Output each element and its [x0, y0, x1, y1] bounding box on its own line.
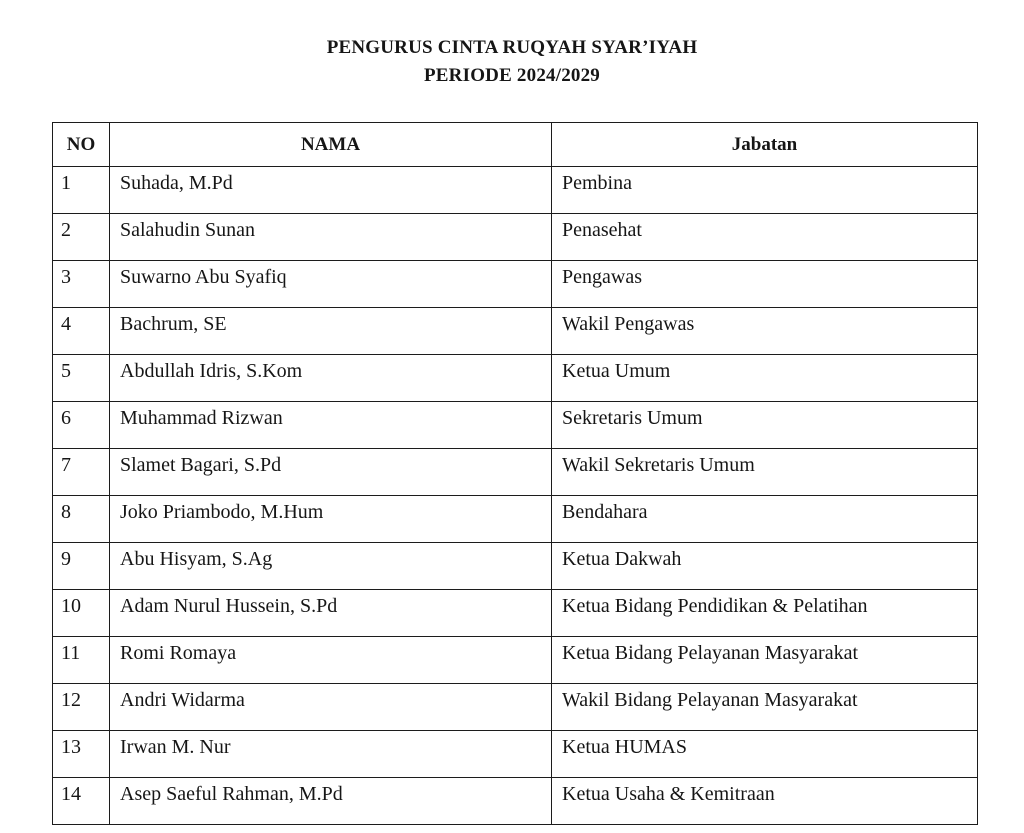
- cell-no: 8: [53, 496, 110, 543]
- cell-nama: Adam Nurul Hussein, S.Pd: [110, 590, 552, 637]
- cell-nama: Joko Priambodo, M.Hum: [110, 496, 552, 543]
- cell-no: 6: [53, 402, 110, 449]
- title-organization: PENGURUS CINTA RUQYAH SYAR’IYAH: [326, 37, 698, 58]
- cell-jabatan: Pembina: [552, 167, 978, 214]
- cell-no: 5: [53, 355, 110, 402]
- cell-nama: Salahudin Sunan: [110, 214, 552, 261]
- cell-no: 4: [53, 308, 110, 355]
- table-row: [53, 543, 978, 590]
- cell-jabatan: Pengawas: [552, 261, 978, 308]
- table-header-row: [53, 123, 978, 167]
- cell-nama: Asep Saeful Rahman, M.Pd: [110, 778, 552, 825]
- table-row: [53, 684, 978, 731]
- header-jabatan: Jabatan: [552, 123, 978, 167]
- officers-table: [52, 122, 978, 825]
- cell-nama: Abu Hisyam, S.Ag: [110, 543, 552, 590]
- cell-no: 9: [53, 543, 110, 590]
- table-row: [53, 167, 978, 214]
- cell-no: 2: [53, 214, 110, 261]
- cell-nama: Bachrum, SE: [110, 308, 552, 355]
- cell-jabatan: Ketua Umum: [552, 355, 978, 402]
- cell-jabatan: Ketua Usaha & Kemitraan: [552, 778, 978, 825]
- cell-no: 13: [53, 731, 110, 778]
- cell-jabatan: Wakil Sekretaris Umum: [552, 449, 978, 496]
- table-row: [53, 637, 978, 684]
- cell-nama: Suwarno Abu Syafiq: [110, 261, 552, 308]
- cell-no: 12: [53, 684, 110, 731]
- cell-jabatan: Wakil Pengawas: [552, 308, 978, 355]
- cell-jabatan: Penasehat: [552, 214, 978, 261]
- cell-jabatan: Bendahara: [552, 496, 978, 543]
- cell-jabatan: Ketua Bidang Pelayanan Masyarakat: [552, 637, 978, 684]
- table-row: [53, 449, 978, 496]
- table-row: [53, 355, 978, 402]
- cell-no: 1: [53, 167, 110, 214]
- document-title: [0, 34, 1024, 90]
- table-row: [53, 308, 978, 355]
- cell-no: 7: [53, 449, 110, 496]
- cell-nama: Romi Romaya: [110, 637, 552, 684]
- cell-nama: Andri Widarma: [110, 684, 552, 731]
- cell-jabatan: Sekretaris Umum: [552, 402, 978, 449]
- table-row: [53, 214, 978, 261]
- cell-jabatan: Wakil Bidang Pelayanan Masyarakat: [552, 684, 978, 731]
- cell-no: 11: [53, 637, 110, 684]
- cell-jabatan: Ketua HUMAS: [552, 731, 978, 778]
- header-no: NO: [53, 123, 110, 167]
- cell-nama: Abdullah Idris, S.Kom: [110, 355, 552, 402]
- table-row: [53, 590, 978, 637]
- cell-jabatan: Ketua Bidang Pendidikan & Pelatihan: [552, 590, 978, 637]
- cell-nama: Slamet Bagari, S.Pd: [110, 449, 552, 496]
- cell-no: 3: [53, 261, 110, 308]
- table-row: [53, 261, 978, 308]
- cell-nama: Muhammad Rizwan: [110, 402, 552, 449]
- table-row: [53, 778, 978, 825]
- title-period: PERIODE 2024/2029: [424, 65, 600, 86]
- cell-jabatan: Ketua Dakwah: [552, 543, 978, 590]
- header-nama: NAMA: [110, 123, 552, 167]
- table-row: [53, 731, 978, 778]
- cell-nama: Suhada, M.Pd: [110, 167, 552, 214]
- cell-no: 14: [53, 778, 110, 825]
- table-row: [53, 402, 978, 449]
- table-body: [53, 167, 978, 825]
- cell-no: 10: [53, 590, 110, 637]
- cell-nama: Irwan M. Nur: [110, 731, 552, 778]
- table-row: [53, 496, 978, 543]
